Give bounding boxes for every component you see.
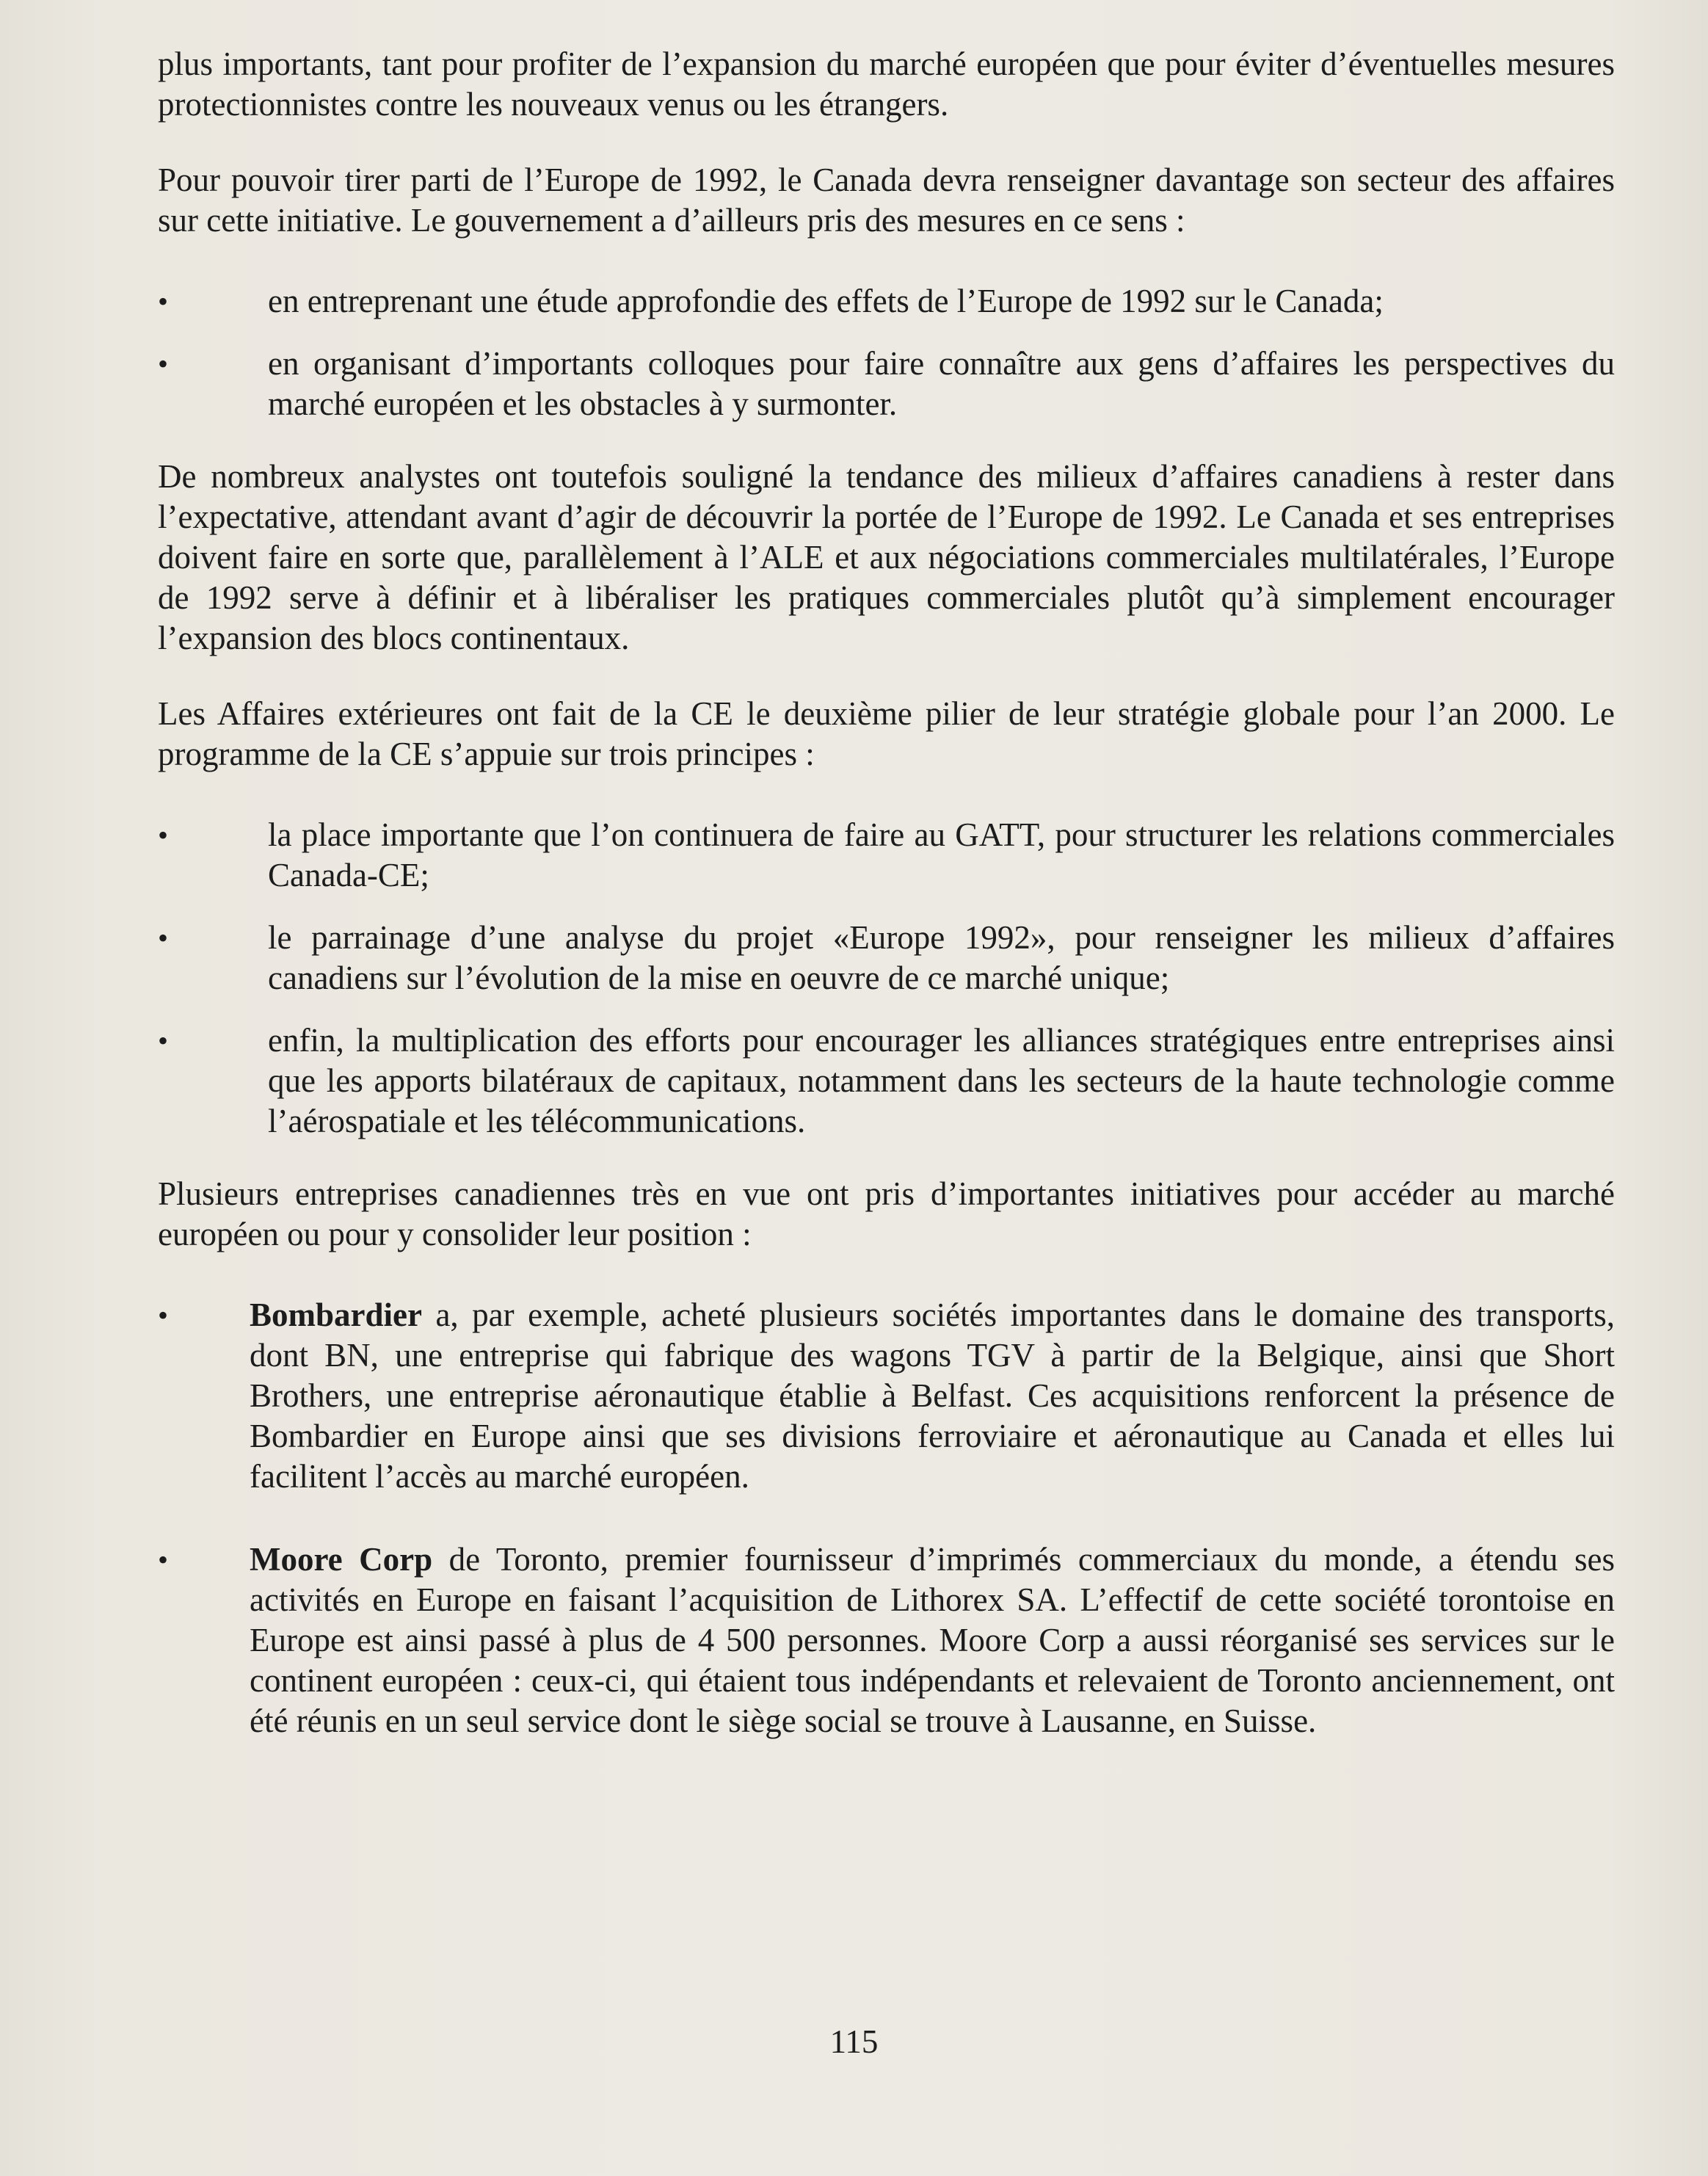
companies-list (158, 1295, 1615, 1741)
list-item (158, 815, 1615, 896)
list-item (158, 1539, 1615, 1741)
bullet-icon: • (158, 285, 169, 318)
list-item (158, 281, 1615, 322)
list-item (158, 1295, 1615, 1497)
bullet-icon: • (158, 1543, 169, 1576)
list-item (158, 1020, 1615, 1142)
bullet-icon: • (158, 347, 169, 380)
principle-text: la place importante que l’on continuera de faire au GATT, pour structurer les relations commerciales Canada-CE; (268, 816, 1615, 893)
company-text-bombardier: a, par exemple, acheté plusieurs sociétés importantes dans le domaine des transports, dont BN, une entreprise qui fabrique des wagons TGV à partir de la Belgique, ainsi que Short Brothers, une entreprise aéronautique établie à Belfast. Ces acquisitions renforcent la présence de Bombardier en Europe ainsi que ses divisions ferroviaire et aéronautique au Canada et elles lui facilitent l’accès au marché européen. (250, 1296, 1615, 1495)
paragraph-external-affairs: Les Affaires extérieures ont fait de la CE le deuxième pilier de leur stratégie globale pour l’an 2000. Le programme de la CE s’appuie sur trois principes : (158, 695, 1615, 772)
bullet-icon: • (158, 1024, 169, 1057)
paragraph-canada-intro: Pour pouvoir tirer parti de l’Europe de 1992, le Canada devra renseigner davantage son secteur des affaires sur cette initiative. Le gouvernement a d’ailleurs pris des mesures en ce sens : (158, 162, 1615, 239)
page-number: 115 (829, 2023, 879, 2060)
measure-text: en entreprenant une étude approfondie des effets de l’Europe de 1992 sur le Canada; (268, 283, 1384, 319)
measure-text: en organisant d’importants colloques pour faire connaître aux gens d’affaires les perspectives du marché européen et les obstacles à y surmonter. (268, 345, 1615, 422)
page-body (158, 44, 1615, 1784)
list-item (158, 344, 1615, 424)
measures-list (158, 281, 1615, 424)
bullet-icon: • (158, 921, 169, 954)
company-text-moore-corp: de Toronto, premier fournisseur d’imprimés commerciaux du monde, a étendu ses activités en Europe en faisant l’acquisition de Lithorex SA. L’effectif de cette société torontoise en Europe est ainsi passé à plus de 4 500 personnes. Moore Corp a aussi réorganisé ses services sur le continent européen : ceux-ci, qui étaient tous indépendants et relevaient de Toronto anciennement, ont été réunis en un seul service dont le siège social se trouve à Lausanne, en Suisse. (250, 1541, 1616, 1739)
principles-list (158, 815, 1615, 1142)
company-name-moore-corp: Moore Corp (250, 1541, 433, 1578)
paragraph-opening: plus importants, tant pour profiter de l’expansion du marché européen que pour éviter d’éventuelles mesures protectionnistes contre les nouveaux venus ou les étrangers. (158, 46, 1615, 123)
paragraph-analysts: De nombreux analystes ont toutefois souligné la tendance des milieux d’affaires canadiens à rester dans l’expectative, attendant avant d’agir de découvrir la portée de l’Europe de 1992. Le Canada et ses entreprises doivent faire en sorte que, parallèlement à l’ALE et aux négociations commerciales multilatérales, l’Europe de 1992 serve à définir et à libéraliser les pratiques commerciales plutôt qu’à simplement encourager l’expansion des blocs continentaux. (158, 458, 1615, 656)
paragraph-companies-intro: Plusieurs entreprises canadiennes très en vue ont pris d’importantes initiatives pour accéder au marché européen ou pour y consolider leur position : (158, 1175, 1615, 1252)
bullet-icon: • (158, 1299, 169, 1332)
company-name-bombardier: Bombardier (250, 1296, 422, 1333)
list-item (158, 918, 1615, 998)
bullet-icon: • (158, 819, 169, 852)
principle-text: enfin, la multiplication des efforts pour encourager les alliances stratégiques entre entreprises ainsi que les apports bilatéraux de capitaux, notamment dans les secteurs de la haute technologie comme l’aérospatiale et les télécommunications. (268, 1022, 1615, 1139)
principle-text: le parrainage d’une analyse du projet «Europe 1992», pour renseigner les milieux d’affaires canadiens sur l’évolution de la mise en oeuvre de ce marché unique; (268, 919, 1615, 996)
